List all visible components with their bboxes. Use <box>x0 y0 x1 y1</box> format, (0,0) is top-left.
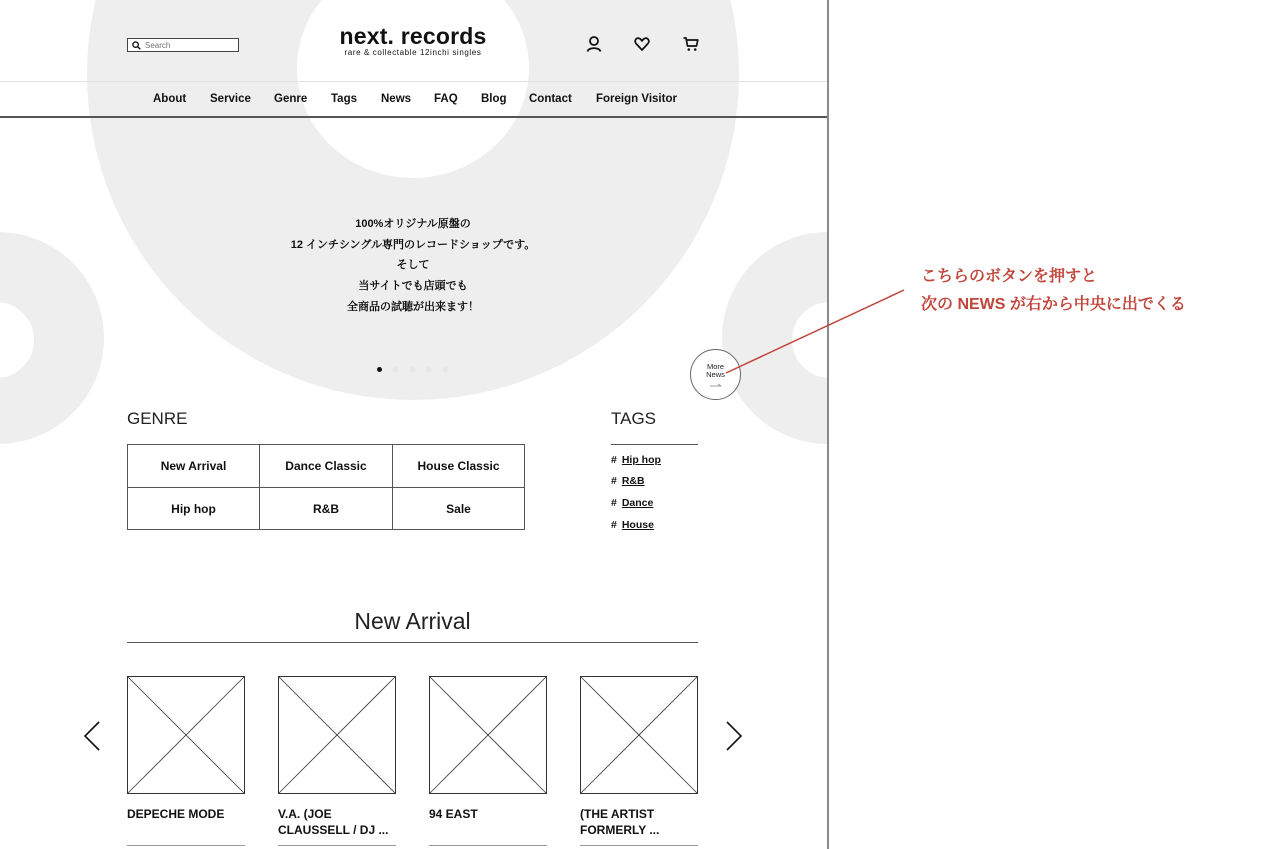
product-divider <box>429 845 547 846</box>
user-icon[interactable] <box>585 35 603 53</box>
hash-icon: # <box>611 519 617 531</box>
hash-icon: # <box>611 475 617 487</box>
logo-subtitle: rare & collectable 12inchi singles <box>344 48 482 57</box>
tag-link-house[interactable]: House <box>621 519 654 531</box>
genre-hip-hop[interactable]: Hip hop <box>127 487 260 530</box>
slider-dot[interactable] <box>377 367 382 372</box>
cart-icon[interactable] <box>682 35 700 53</box>
product-image-placeholder[interactable] <box>127 676 245 794</box>
nav-service[interactable]: Service <box>210 93 251 105</box>
product-name-line: 94 EAST <box>429 807 478 821</box>
product-divider <box>278 845 396 846</box>
slider-dot[interactable] <box>393 367 398 372</box>
search-icon <box>132 41 141 50</box>
product-name[interactable] <box>278 807 396 838</box>
hero-message <box>213 214 613 318</box>
genre-rnb[interactable]: R&B <box>259 487 393 530</box>
slider-dot[interactable] <box>426 367 431 372</box>
site-logo[interactable] <box>300 22 526 57</box>
product-name[interactable] <box>580 807 698 838</box>
product-card[interactable] <box>278 676 396 837</box>
product-image-placeholder[interactable] <box>278 676 396 794</box>
hero-line: 全商品の試聴が出来ます！ <box>347 300 479 313</box>
arrow-right-icon <box>710 383 722 387</box>
tag-item <box>611 519 654 531</box>
frame-border <box>827 0 829 849</box>
product-name-line: CLAUSSELL / DJ ... <box>278 822 389 837</box>
nav-news[interactable]: News <box>381 93 412 105</box>
genre-dance-classic[interactable]: Dance Classic <box>259 444 393 488</box>
nav-tags[interactable]: Tags <box>331 93 357 105</box>
nav-faq[interactable]: FAQ <box>434 93 458 105</box>
genre-new-arrival[interactable]: New Arrival <box>127 444 260 488</box>
genre-house-classic[interactable]: House Classic <box>392 444 525 488</box>
tags-divider <box>611 444 698 445</box>
search-box[interactable] <box>127 38 239 52</box>
search-input[interactable] <box>141 39 235 51</box>
nav-blog[interactable]: Blog <box>481 93 507 105</box>
tag-link-rnb[interactable]: R&B <box>621 475 645 487</box>
hero-line: そして <box>396 259 430 272</box>
new-arrival-title: New Arrival <box>354 608 471 634</box>
annotation-note <box>921 263 1186 318</box>
genre-sale[interactable]: Sale <box>392 487 525 530</box>
product-card[interactable] <box>429 676 547 821</box>
more-news-button[interactable] <box>690 349 741 400</box>
product-name[interactable] <box>127 807 245 823</box>
carousel-next-icon[interactable] <box>725 720 743 752</box>
hash-icon: # <box>611 497 617 509</box>
nav-foreign-visitor[interactable]: Foreign Visitor <box>596 93 677 105</box>
tag-link-dance[interactable]: Dance <box>621 497 654 509</box>
product-image-placeholder[interactable] <box>580 676 698 794</box>
hero-line: 当サイトでも店頭でも <box>358 280 468 293</box>
product-divider <box>580 845 698 846</box>
nav-contact[interactable]: Contact <box>529 93 572 105</box>
more-news-label: News <box>706 370 725 379</box>
product-card[interactable] <box>580 676 698 837</box>
slider-dot[interactable] <box>410 367 415 372</box>
genre-grid <box>127 444 525 530</box>
product-divider <box>127 845 245 846</box>
new-arrival-divider <box>127 642 698 643</box>
tag-link-hip-hop[interactable]: Hip hop <box>621 454 661 466</box>
product-card[interactable] <box>127 676 245 821</box>
hero-line: 100%オリジナル原盤の <box>355 218 471 230</box>
heart-icon[interactable] <box>633 35 651 53</box>
hash-icon: # <box>611 454 617 466</box>
nav-genre[interactable]: Genre <box>274 93 308 105</box>
tags-title: TAGS <box>611 409 657 428</box>
product-image-placeholder[interactable] <box>429 676 547 794</box>
genre-title: GENRE <box>127 409 188 428</box>
product-name-line: FORMERLY ... <box>580 822 660 837</box>
product-name[interactable] <box>429 807 547 823</box>
product-name-line: (THE ARTIST <box>580 807 655 821</box>
main-nav <box>0 82 828 116</box>
nav-divider-bottom <box>0 116 828 118</box>
product-name-line: V.A. (JOE <box>278 807 332 821</box>
nav-about[interactable]: About <box>153 93 187 105</box>
tag-item <box>611 497 653 509</box>
carousel-prev-icon[interactable] <box>83 720 101 752</box>
hero-line: 12 インチシングル専門のレコードショップです。 <box>290 238 536 251</box>
slider-dot[interactable] <box>443 367 448 372</box>
tag-item <box>611 475 645 487</box>
product-name-line: DEPECHE MODE <box>127 807 225 821</box>
annotation-line: こちらのボタンを押すと <box>921 268 1098 285</box>
logo-title: next. records <box>339 23 487 49</box>
annotation-line: 次の NEWS が右から中央に出でくる <box>921 295 1186 313</box>
tag-item <box>611 454 661 466</box>
more-news-label: More <box>706 362 725 371</box>
